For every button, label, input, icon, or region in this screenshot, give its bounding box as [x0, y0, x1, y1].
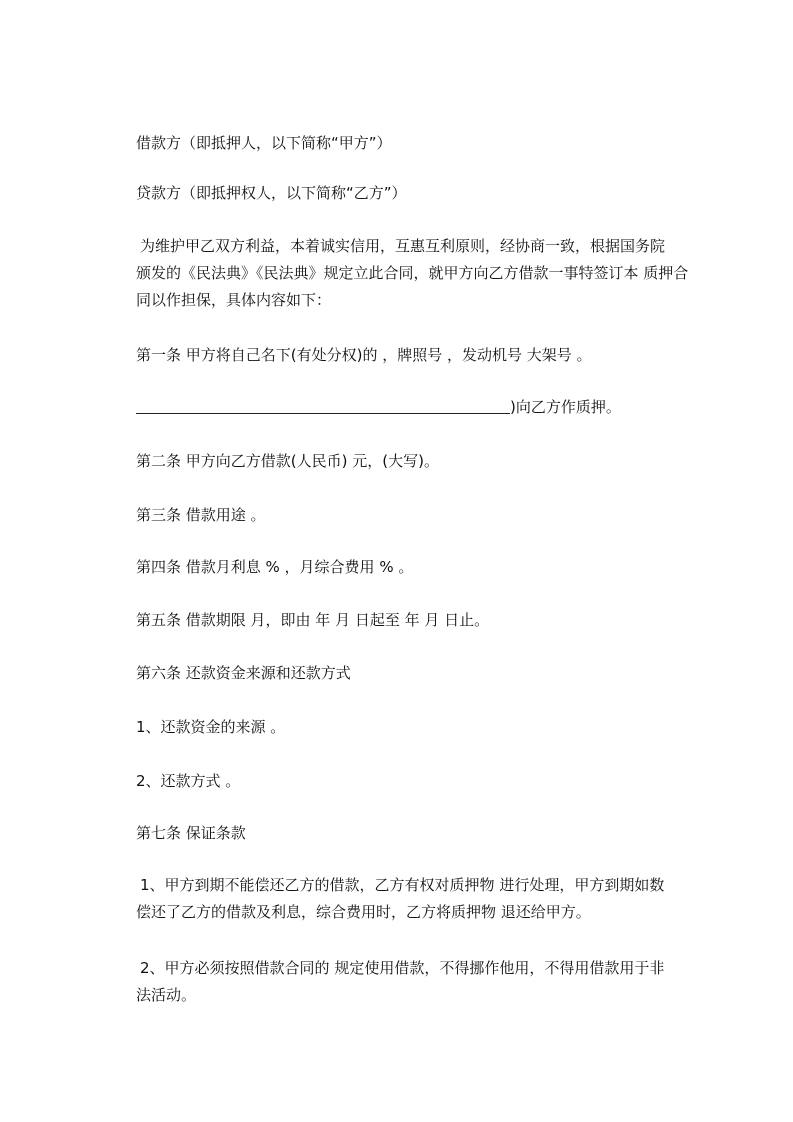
article-5: 第五条 借款期限 月，即由 年 月 日起至 年 月 日止。 — [136, 611, 490, 629]
preamble-line-2: 颁发的《民法典》《民法典》规定立此合同，就甲方向乙方借款一事特签订本 质押合 — [136, 264, 689, 282]
preamble-line-3: 同以作担保，具体内容如下： — [136, 291, 332, 309]
article-7-item-1-line-2: 偿还了乙方的借款及利息，综合费用时，乙方将质押物 退还给甲方。 — [136, 903, 591, 921]
article-6-item-2: 2、还款方式 。 — [136, 772, 241, 790]
article-1-continuation — [136, 397, 621, 417]
article-7-item-2-line-2: 法活动。 — [136, 986, 197, 1004]
article-1: 第一条 甲方将自己名下(有处分权)的 ，牌照号 ，发动机号 大架号 。 — [136, 346, 592, 364]
article-7-item-2-line-1: 2、甲方必须按照借款合同的 规定使用借款，不得挪作他用，不得用借款用于非 — [140, 959, 665, 977]
article-7-item-2 — [136, 955, 704, 1009]
party-a-line: 借款方（即抵押人，以下简称“甲方”） — [136, 134, 392, 152]
article-1-continuation-text: )向乙方作质押。 — [510, 398, 621, 416]
article-4: 第四条 借款月利息 % ，月综合费用 % 。 — [136, 558, 414, 576]
preamble-line-1: 为维护甲乙双方利益，本着诚实信用，互惠互利原则，经协商一致，根据国务院 — [140, 237, 666, 255]
party-b-line: 贷款方（即抵押权人，以下简称“乙方”） — [136, 184, 407, 202]
article-7-item-1-line-1: 1、甲方到期不能偿还乙方的借款，乙方有权对质押物 进行处理，甲方到期如数 — [140, 876, 665, 894]
article-6-item-1: 1、还款资金的来源 。 — [136, 718, 286, 736]
blank-underline — [136, 397, 510, 414]
article-7-item-1 — [136, 872, 704, 926]
preamble-paragraph — [136, 233, 704, 314]
article-6: 第六条 还款资金来源和还款方式 — [136, 664, 351, 682]
article-7: 第七条 保证条款 — [136, 824, 246, 842]
article-2: 第二条 甲方向乙方借款(人民币) 元，(大写)。 — [136, 452, 439, 470]
article-3: 第三条 借款用途 。 — [136, 506, 266, 524]
